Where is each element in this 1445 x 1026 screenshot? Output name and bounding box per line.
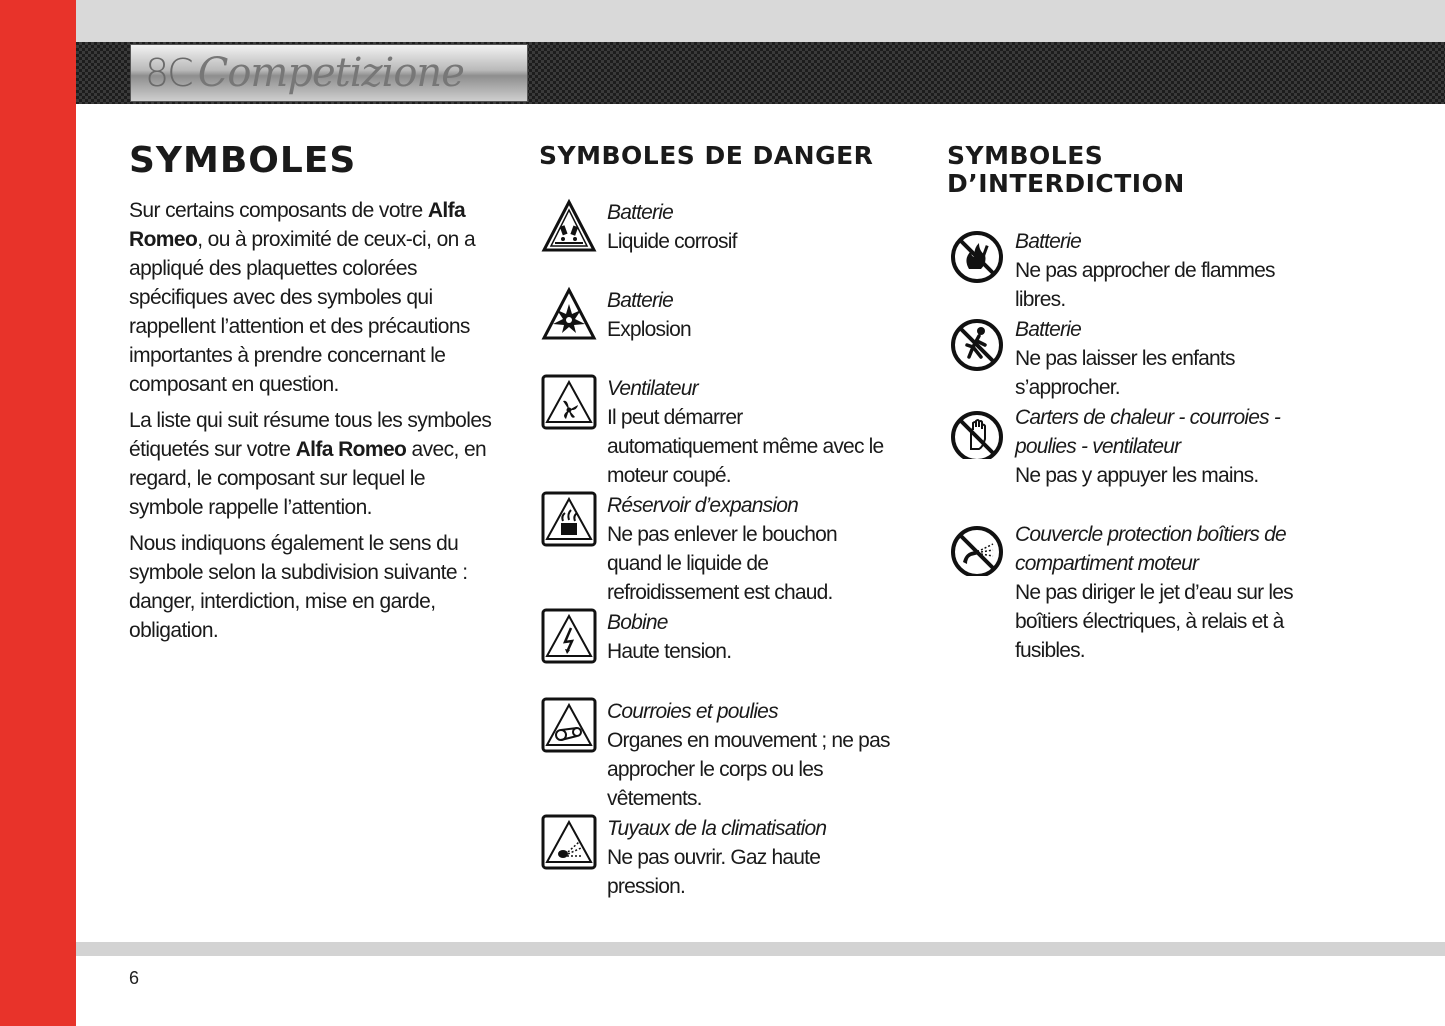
item-title: Batterie: [1015, 318, 1081, 341]
item-desc: Ne pas ouvrir. Gaz haute pression.: [607, 846, 821, 898]
danger-item: [541, 697, 891, 813]
item-desc: Liquide corrosif: [607, 230, 737, 253]
danger-item: [541, 286, 891, 344]
item-desc: Ne pas diriger le jet d’eau sur les boîtiers électriques, à relais et à fusibles.: [1015, 581, 1293, 662]
prohibition-item: [949, 315, 1329, 402]
item-desc: Ne pas approcher de flammes libres.: [1015, 259, 1275, 311]
danger-item: [541, 374, 891, 490]
item-title: Carters de chaleur - courroies - poulies - ventilateur: [1015, 406, 1281, 458]
corrosive-icon: [541, 198, 597, 254]
item-title: Tuyaux de la climatisation: [607, 817, 827, 840]
danger-item: [541, 608, 891, 666]
item-title: Couvercle protection boîtiers de compartiment moteur: [1015, 523, 1286, 575]
danger-item: [541, 491, 891, 607]
item-title: Batterie: [607, 289, 673, 312]
no-water-jet-icon: [949, 520, 1005, 576]
item-desc: Il peut démarrer automatiquement même avec le moteur coupé.: [607, 406, 884, 487]
belt-pulley-icon: [541, 697, 597, 753]
high-voltage-icon: [541, 608, 597, 664]
no-hands-icon: [949, 403, 1005, 459]
brand-name: Alfa Romeo: [295, 438, 407, 461]
item-desc: Haute tension.: [607, 640, 732, 663]
prohibition-item: [949, 227, 1329, 314]
no-flames-icon: [949, 227, 1005, 283]
item-title: Bobine: [607, 611, 668, 634]
item-desc: Explosion: [607, 318, 691, 341]
logo-script: Competizione: [197, 50, 464, 96]
danger-title: SYMBOLES DE DANGER: [539, 141, 874, 170]
logo-number: 8C: [145, 51, 192, 95]
danger-item: [541, 814, 891, 901]
prohibition-item: [949, 520, 1329, 665]
brand-name: Alfa Romeo: [129, 199, 466, 251]
high-pressure-gas-icon: [541, 814, 597, 870]
no-children-icon: [949, 315, 1005, 371]
item-title: Batterie: [1015, 230, 1081, 253]
item-desc: Ne pas y appuyer les mains.: [1015, 464, 1259, 487]
intro-paragraph-3: Nous indiquons également le sens du symbole selon la subdivision suivante : danger, interdiction, mise en garde, obligation.: [129, 532, 468, 642]
item-title: Ventilateur: [607, 377, 698, 400]
intro-text: [129, 196, 499, 652]
fan-icon: [541, 374, 597, 430]
item-desc: Ne pas laisser les enfants s’approcher.: [1015, 347, 1235, 399]
intro-paragraph-2: La liste qui suit résume tous les symboles étiquetés sur votre Alfa Romeo avec, en regard, le composant sur lequel le symbole rappelle l’attention.: [129, 409, 492, 519]
item-desc: Organes en mouvement ; ne pas approcher le corps ou les vêtements.: [607, 729, 890, 810]
explosion-icon: [541, 286, 597, 342]
footer-band: [76, 942, 1445, 956]
prohibition-item: [949, 403, 1329, 490]
page-title: SYMBOLES: [129, 140, 357, 181]
page-number: 6: [129, 968, 140, 988]
red-side-bar: [0, 0, 76, 1026]
item-title: Courroies et poulies: [607, 700, 778, 723]
item-title: Batterie: [607, 201, 673, 224]
item-desc: Ne pas enlever le bouchon quand le liquide de refroidissement est chaud.: [607, 523, 837, 604]
logo: [130, 44, 528, 102]
danger-item: [541, 198, 891, 256]
hot-liquid-icon: [541, 491, 597, 547]
prohibition-title: SYMBOLES D’INTERDICTION: [947, 141, 1185, 198]
top-band: [76, 0, 1445, 42]
item-title: Réservoir d’expansion: [607, 494, 798, 517]
intro-paragraph-1: Sur certains composants de votre Alfa Romeo, ou à proximité de ceux-ci, on a appliqué des plaquettes colorées spécifiques avec des symboles qui rappellent l’attention et des précautions importantes à prendre concernant le composant en question.: [129, 199, 476, 396]
